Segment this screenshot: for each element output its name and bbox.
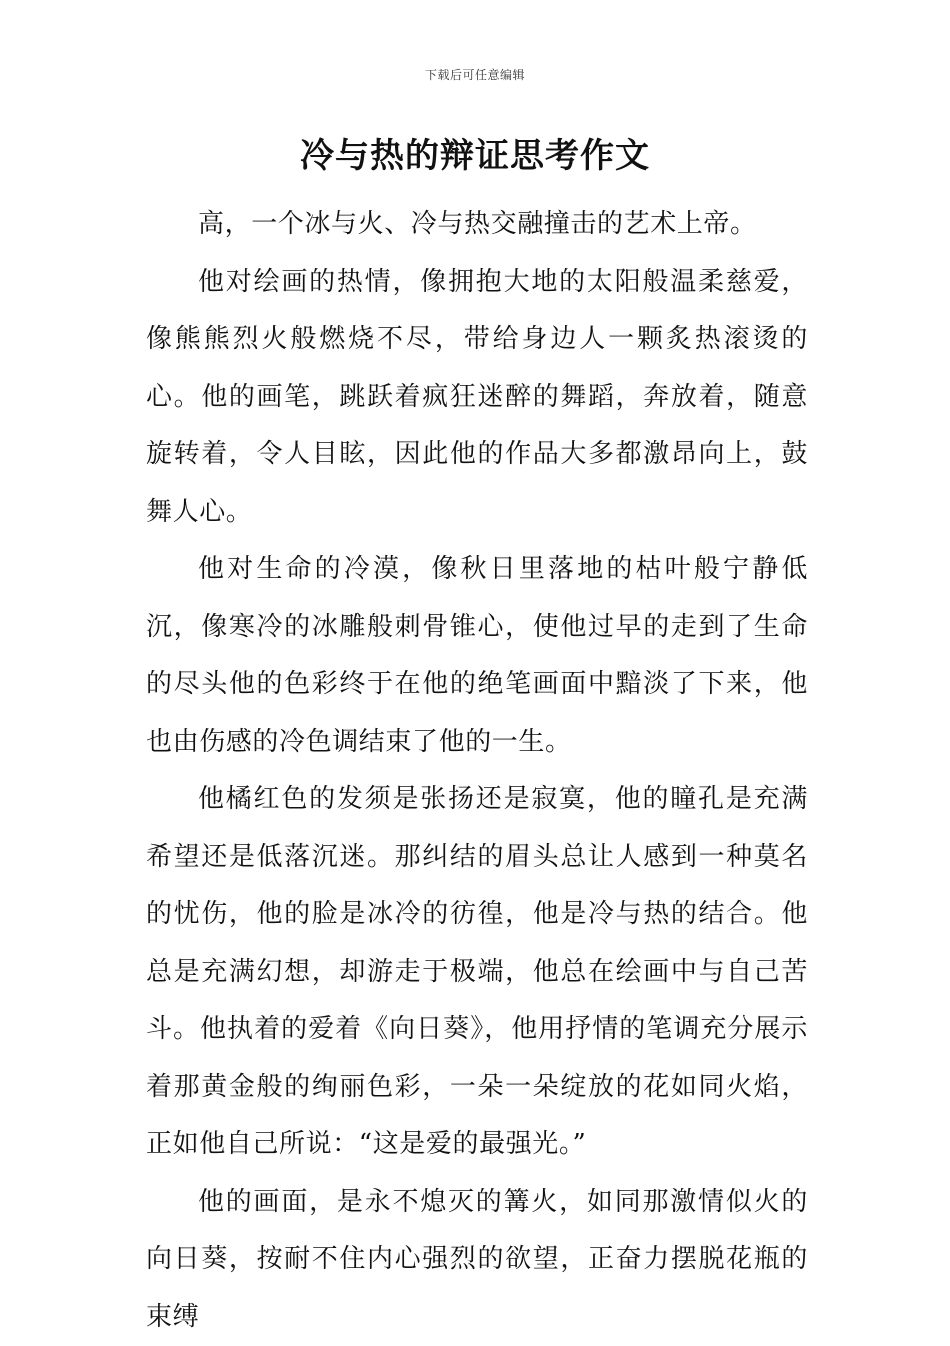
essay-body bbox=[146, 196, 808, 1346]
paragraph: 他对绘画的热情，像拥抱大地的太阳般温柔慈爱，像熊熊烈火般燃烧不尽，带给身边人一颗炙热滚烫的心。他的画笔，跳跃着疯狂迷醉的舞蹈，奔放着，随意旋转着，令人目眩，因此他的作品大多都激昂向上，鼓舞人心。 bbox=[146, 254, 808, 542]
header-note: 下载后可任意编辑 bbox=[0, 66, 950, 83]
document-title: 冷与热的辩证思考作文 bbox=[0, 128, 950, 177]
paragraph: 他橘红色的发须是张扬还是寂寞，他的瞳孔是充满希望还是低落沉迷。那纠结的眉头总让人感到一种莫名的忧伤，他的脸是冰冷的彷徨，他是冷与热的结合。他总是充满幻想，却游走于极端，他总在绘画中与自己苦斗。他执着的爱着《向日葵》，他用抒情的笔调充分展示着那黄金般的绚丽色彩，一朵一朵绽放的花如同火焰，正如他自己所说：“这是爱的最强光。” bbox=[146, 771, 808, 1174]
paragraph: 他对生命的冷漠，像秋日里落地的枯叶般宁静低沉，像寒冷的冰雕般刺骨锥心，使他过早的走到了生命的尽头他的色彩终于在他的绝笔画面中黯淡了下来，他也由伤感的冷色调结束了他的一生。 bbox=[146, 541, 808, 771]
paragraph: 他的画面，是永不熄灭的篝火，如同那激情似火的向日葵，按耐不住内心强烈的欲望，正奋力摆脱花瓶的束缚 bbox=[146, 1174, 808, 1346]
paragraph: 高，一个冰与火、冷与热交融撞击的艺术上帝。 bbox=[146, 196, 808, 254]
